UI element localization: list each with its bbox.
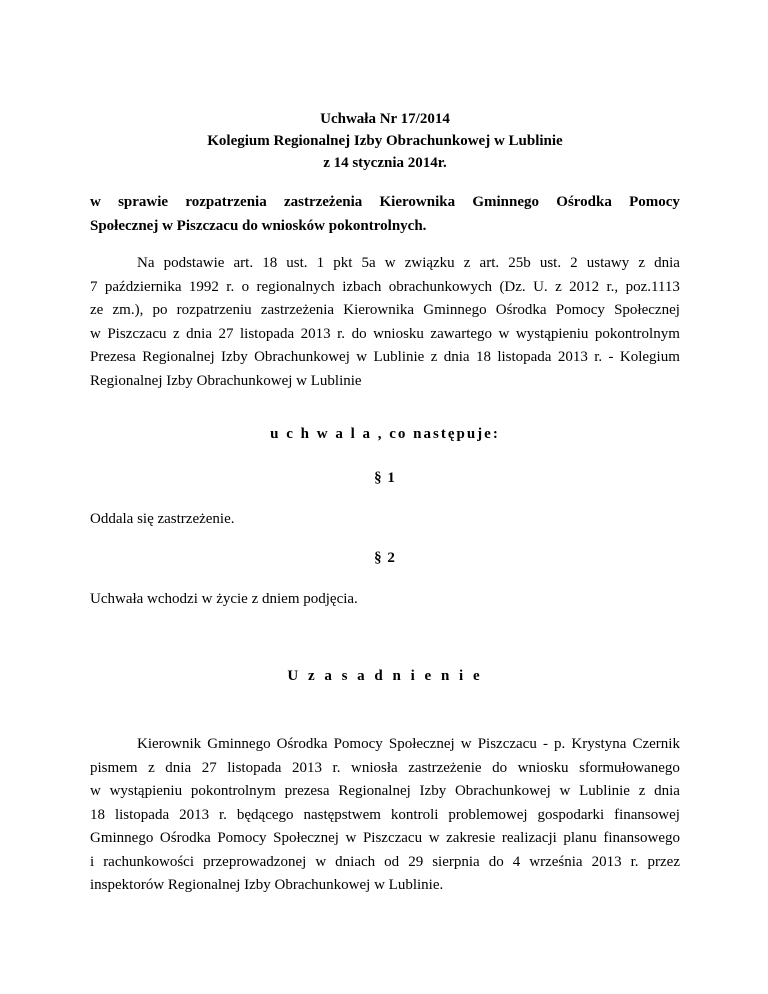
justification-paragraph: [90, 733, 680, 898]
subject-line-2: Społecznej w Piszczacu do wniosków pokontrolnych.: [90, 218, 427, 234]
word: art.: [233, 255, 254, 271]
word: wniosku: [517, 759, 569, 776]
word: 2: [570, 255, 578, 271]
resolution-subject: [90, 190, 680, 238]
word: Izby: [221, 349, 248, 365]
section-2-heading: § 2: [374, 550, 396, 566]
word: gospodarki: [537, 806, 605, 823]
word: Obrachunkowej: [454, 783, 551, 799]
word: r.: [337, 325, 346, 342]
word: Piszczacu: [107, 325, 167, 342]
word: 2013: [300, 325, 331, 342]
word: Gminnego: [90, 830, 154, 846]
word: r.,: [606, 278, 619, 295]
word: pkt: [333, 255, 353, 271]
word: ze: [90, 302, 104, 318]
word: -: [608, 349, 614, 365]
word: Kierownika: [343, 302, 415, 318]
word: 4: [512, 853, 521, 870]
word: Prezesa: [90, 349, 136, 365]
word: prezesa: [284, 783, 330, 799]
preamble-paragraph: [90, 252, 680, 393]
resolution-number: Uchwała Nr 17/2014: [320, 111, 450, 127]
word: pokontrolnym: [594, 325, 680, 342]
word: związku: [404, 255, 455, 271]
preamble-line: [90, 323, 680, 347]
word: Krystyna: [571, 736, 627, 752]
word: zm.),: [112, 302, 144, 318]
word: następstwem: [303, 806, 381, 823]
word: 2013: [591, 853, 622, 870]
word: Społecznej: [273, 830, 339, 846]
word: (Dz.: [499, 278, 526, 295]
resolution-date: z 14 stycznia 2014r.: [323, 155, 447, 171]
word: podstawie: [163, 255, 225, 271]
preamble-line: Regionalnej Izby Obrachunkowej w Lublinie: [90, 372, 362, 389]
word: dnia: [186, 325, 212, 342]
word: 2013: [557, 349, 588, 365]
word: Izby: [419, 783, 447, 799]
word: z: [148, 759, 155, 776]
word: kontroli: [390, 806, 439, 823]
word: Regionalnej: [142, 349, 215, 365]
word: będącego: [236, 806, 294, 823]
word: w: [384, 255, 396, 271]
section-1-text: Oddala się zastrzeżenie.: [90, 511, 235, 527]
word: 27: [201, 759, 217, 776]
word: dnia: [654, 783, 680, 799]
word: r.: [630, 853, 639, 870]
word: dniach: [335, 853, 376, 870]
word: z: [638, 255, 646, 271]
word: Społecznej: [614, 302, 680, 318]
word: Piszczacu: [477, 736, 537, 752]
preamble-line: [90, 299, 680, 323]
justification-heading: U z a s a d n i e n i e: [287, 668, 483, 684]
word: ust.: [539, 255, 562, 271]
word: rachunkowości: [103, 853, 194, 870]
word: w: [498, 325, 510, 342]
word: Regionalnej: [338, 783, 411, 799]
justification-line: inspektorów Regionalnej Izby Obrachunkowej w Lublinie.: [90, 877, 444, 893]
word: r.: [594, 349, 603, 365]
justification-line: [90, 733, 680, 757]
word: zastrzeżenia: [260, 302, 335, 318]
word: w: [315, 853, 327, 870]
word: przez: [647, 853, 680, 870]
word: planu: [563, 830, 597, 846]
word: i: [90, 853, 95, 870]
justification-line: [90, 851, 680, 875]
justification-line: [90, 827, 680, 851]
preamble-line: [90, 276, 680, 300]
word: wniosku: [373, 325, 424, 342]
preamble-line: [90, 346, 680, 370]
word: 1: [316, 255, 325, 271]
word: poz.1113: [625, 278, 680, 295]
word: sformułowanego: [579, 759, 680, 776]
word: 7: [90, 278, 98, 295]
word: U.: [533, 278, 548, 295]
word: września: [529, 853, 583, 870]
word: ust.: [286, 255, 308, 271]
word: Kierownik: [137, 736, 202, 752]
word: w: [356, 349, 368, 365]
word: -: [542, 736, 548, 752]
word: listopada: [239, 325, 295, 342]
word: przeprowadzonej: [203, 853, 307, 870]
word: w: [345, 830, 357, 846]
word: Czernik: [632, 736, 680, 752]
preamble-line: [90, 252, 680, 276]
issuing-body: Kolegium Regionalnej Izby Obrachunkowej w Lublinie: [207, 133, 563, 149]
word: Obrachunkowej: [254, 349, 350, 365]
word: 2013: [179, 806, 210, 823]
word: 25b: [508, 255, 531, 271]
word: zakresie: [446, 830, 496, 846]
section-1-heading: § 1: [374, 470, 396, 486]
word: Na: [137, 255, 155, 271]
word: 2012: [569, 278, 600, 295]
word: 18: [475, 349, 491, 365]
word: ustawy: [586, 255, 630, 271]
word: Gminnego: [423, 302, 487, 318]
word: Kolegium: [619, 349, 680, 365]
word: Lublinie: [579, 783, 630, 799]
word: Gminnego: [207, 736, 271, 752]
word: w: [559, 783, 571, 799]
section-2-text: Uchwała wchodzi w życie z dniem podjęcia.: [90, 591, 358, 607]
word: do: [492, 759, 508, 776]
word: Ośrodka: [276, 736, 328, 752]
justification-line: [90, 780, 680, 804]
word: p.: [554, 736, 566, 752]
subject-line-1: w sprawie rozpatrzenia zastrzeżenia Kierownika Gminnego Ośrodka Pomocy: [90, 194, 680, 210]
word: Pomocy: [555, 302, 605, 318]
word: 1992: [188, 278, 219, 295]
word: w: [90, 783, 101, 799]
word: dnia: [165, 759, 192, 776]
word: finansowej: [614, 806, 680, 823]
word: listopada: [497, 349, 552, 365]
word: do: [488, 853, 504, 870]
word: realizacji: [501, 830, 557, 846]
word: izbach: [342, 278, 382, 295]
resolves-heading: u c h w a l a , co następuje:: [270, 426, 500, 442]
word: listopada: [227, 759, 282, 776]
word: w: [90, 325, 101, 342]
word: w: [428, 830, 440, 846]
word: 27: [218, 325, 234, 342]
word: sierpnia: [432, 853, 480, 870]
word: 29: [408, 853, 424, 870]
word: Piszczacu: [362, 830, 423, 846]
word: obrachunkowych: [388, 278, 493, 295]
word: dnia: [654, 255, 680, 271]
word: Ośrodka: [495, 302, 547, 318]
word: z: [638, 783, 646, 799]
justification-line: [90, 757, 680, 781]
word: rozpatrzeniu: [176, 302, 252, 318]
word: Pomocy: [333, 736, 383, 752]
word: r.: [219, 806, 227, 823]
justification-line: [90, 804, 680, 828]
word: art.: [479, 255, 500, 271]
resolution-title: [90, 108, 680, 174]
word: po: [152, 302, 168, 318]
word: Pomocy: [217, 830, 267, 846]
word: finansowego: [603, 830, 680, 846]
word: wystąpieniu: [515, 325, 589, 342]
word: z: [430, 349, 438, 365]
word: regionalnych: [256, 278, 335, 295]
word: z: [172, 325, 180, 342]
word: 18: [262, 255, 278, 271]
word: r.: [226, 278, 235, 295]
word: zastrzeżenie: [408, 759, 482, 776]
word: do: [351, 325, 367, 342]
word: Społecznej: [388, 736, 455, 752]
word: problemowej: [448, 806, 528, 823]
word: zawartego: [430, 325, 493, 342]
word: listopada: [114, 806, 170, 823]
word: z: [463, 255, 471, 271]
word: 18: [90, 806, 105, 823]
word: października: [104, 278, 182, 295]
word: Ośrodka: [159, 830, 211, 846]
word: w: [460, 736, 472, 752]
word: 2013: [291, 759, 322, 776]
word: od: [384, 853, 400, 870]
word: r.: [332, 759, 341, 776]
word: o: [241, 278, 250, 295]
word: pismem: [90, 759, 138, 776]
word: z: [555, 278, 562, 295]
word: pokontrolnym: [190, 783, 276, 799]
word: Lublinie: [373, 349, 425, 365]
word: 5a: [361, 255, 376, 271]
word: dnia: [443, 349, 470, 365]
word: wystąpieniu: [109, 783, 183, 799]
word: wniosła: [351, 759, 398, 776]
